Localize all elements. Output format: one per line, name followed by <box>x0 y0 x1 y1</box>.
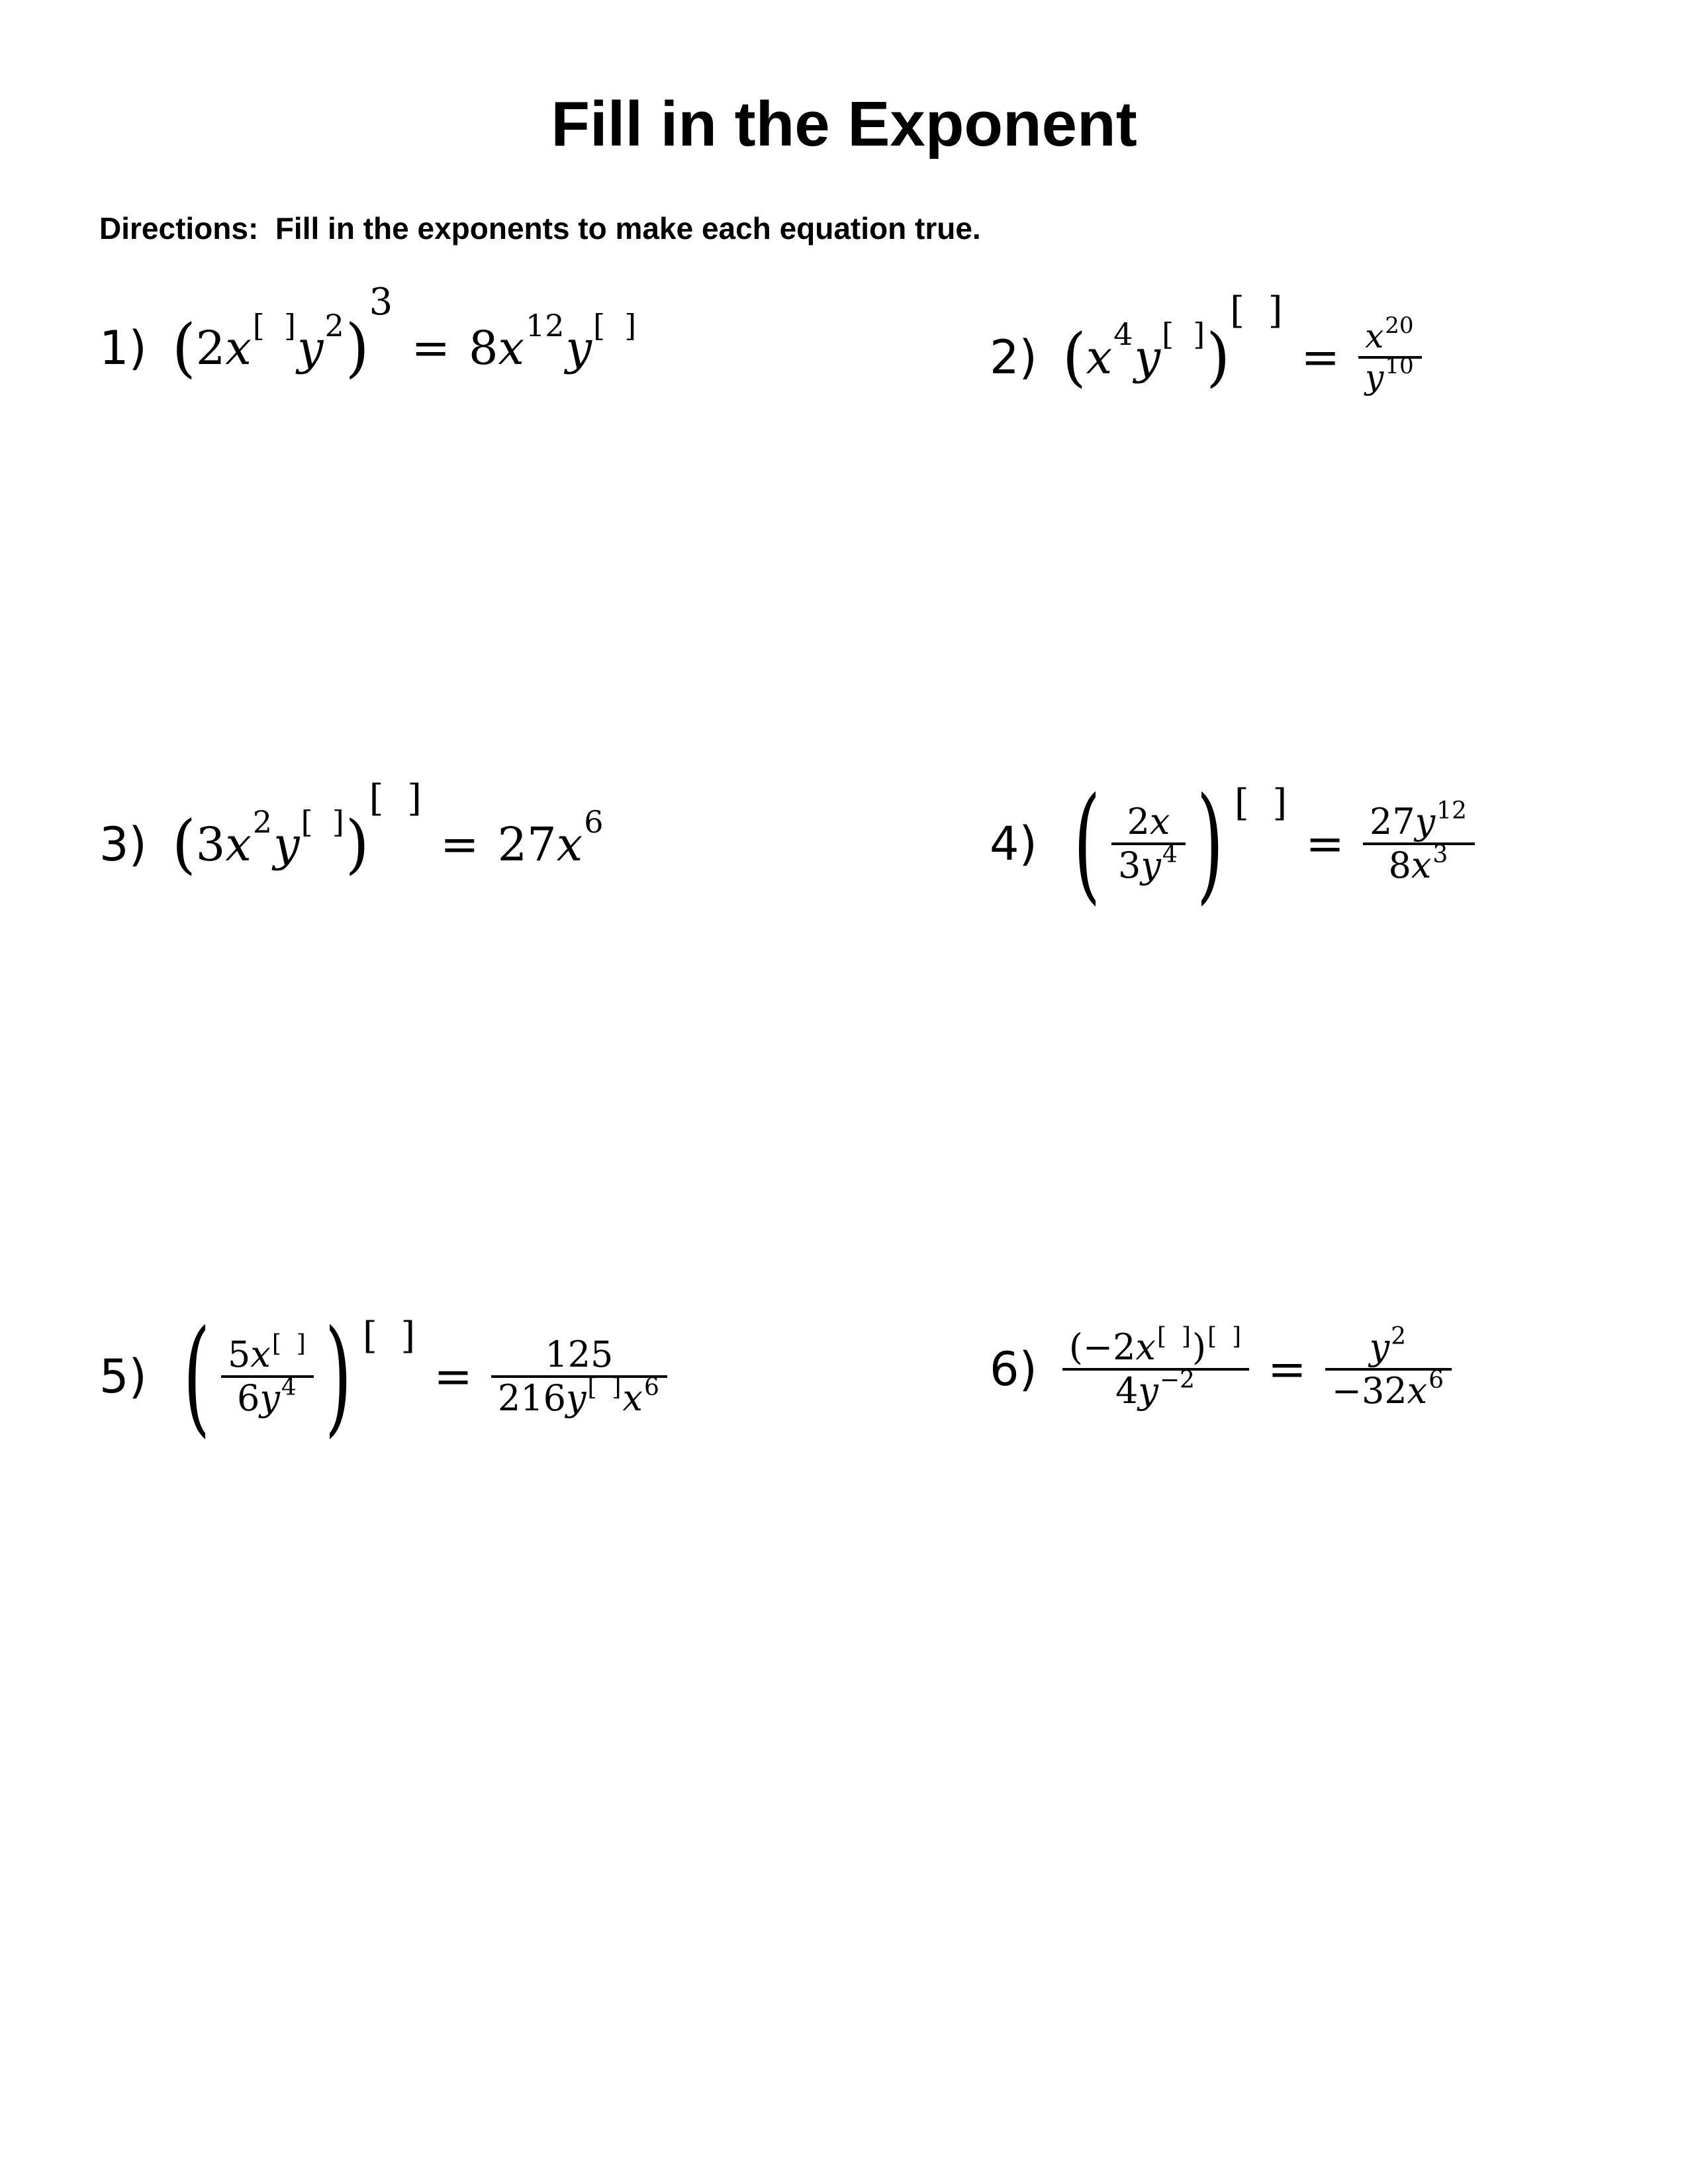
equation <box>1062 289 1422 396</box>
exponent-blank[interactable]: [ ] <box>271 1330 306 1357</box>
fraction <box>1062 1322 1249 1412</box>
denominator: $3y^4$ <box>1118 841 1178 886</box>
numerator: 2x <box>1127 800 1170 842</box>
variable: x <box>1086 330 1113 385</box>
variable: y <box>1134 330 1161 385</box>
problem-number: 5) <box>99 1349 147 1404</box>
variable: x <box>498 321 524 375</box>
problem-3 <box>99 776 604 882</box>
equals-sign: = <box>1268 1342 1307 1397</box>
fraction <box>221 1330 314 1419</box>
denominator: $8x^3$ <box>1388 841 1448 886</box>
open-paren: ( <box>171 807 196 882</box>
exponent: 4 <box>1113 316 1133 352</box>
problem-number: 3) <box>99 817 147 872</box>
fraction <box>491 1334 667 1419</box>
exponent-blank[interactable]: [ ] <box>252 307 296 343</box>
denominator: $6y^4$ <box>237 1373 297 1419</box>
problem-number: 2) <box>990 330 1037 385</box>
fraction <box>1325 1322 1452 1412</box>
coefficient: 8 <box>468 321 498 375</box>
equation <box>171 776 605 882</box>
equation <box>171 280 637 385</box>
page-title: Fill in the Exponent <box>551 89 1137 159</box>
exponent-blank[interactable]: [ ] <box>593 307 637 343</box>
exponent-blank[interactable]: [ ] <box>301 803 344 840</box>
variable: y <box>565 321 592 375</box>
exponent: 2 <box>324 307 344 343</box>
exponent-blank[interactable]: [ ] <box>1157 1322 1191 1350</box>
numerator: $y^2$ <box>1369 1322 1407 1368</box>
denominator: $y^{10}$ <box>1365 353 1414 396</box>
close-paren: ) <box>345 310 369 385</box>
denominator: $4y^{-2}$ <box>1115 1366 1195 1412</box>
numerator: 125 <box>545 1333 614 1375</box>
variable: y <box>297 321 324 375</box>
equals-sign: = <box>1301 330 1340 385</box>
outer-exponent-blank[interactable]: [ ] <box>362 1314 416 1357</box>
variable: x <box>225 321 252 375</box>
denominator: $-32x^6$ <box>1331 1366 1444 1412</box>
numerator: (−2x[ ])[ ] <box>1068 1322 1242 1368</box>
problem-2 <box>990 289 1422 396</box>
variable: x <box>225 817 252 872</box>
equals-sign: = <box>411 321 450 375</box>
variable: y <box>273 817 300 872</box>
equals-sign: = <box>440 817 479 872</box>
coefficient: 27 <box>497 817 557 872</box>
equals-sign: = <box>1305 817 1344 871</box>
equals-sign: = <box>434 1349 473 1404</box>
exponent: 2 <box>252 803 273 840</box>
problem-1 <box>99 280 637 385</box>
outer-exponent-blank[interactable]: [ ] <box>1230 289 1283 332</box>
open-paren: ( <box>183 1303 211 1449</box>
close-paren: ) <box>324 1303 352 1449</box>
open-paren: ( <box>171 310 196 385</box>
fraction <box>1111 801 1186 886</box>
fraction <box>1358 312 1422 396</box>
outer-exponent-blank[interactable]: [ ] <box>1207 1322 1242 1350</box>
exponent-blank[interactable]: [ ] <box>1162 316 1205 352</box>
problem-4 <box>990 770 1475 917</box>
outer-exponent: 3 <box>369 280 393 324</box>
close-paren: ) <box>1206 319 1231 394</box>
coefficient: 2 <box>195 321 226 375</box>
exponent: 6 <box>584 803 604 840</box>
directions-text: Directions: Fill in the exponents to make each equation true. <box>99 211 981 246</box>
exponent: 12 <box>526 307 565 343</box>
coefficient: 3 <box>195 817 226 872</box>
equation <box>1062 770 1475 917</box>
equation <box>172 1303 667 1449</box>
close-paren: ) <box>1196 770 1224 917</box>
exponent-blank[interactable]: [ ] <box>587 1373 622 1401</box>
numerator: $27y^{12}$ <box>1369 797 1467 842</box>
close-paren: ) <box>345 807 369 882</box>
outer-exponent-blank[interactable]: [ ] <box>369 776 422 820</box>
variable: x <box>556 817 583 872</box>
outer-exponent-blank[interactable]: [ ] <box>1234 781 1288 825</box>
equation <box>1062 1322 1452 1412</box>
problem-number: 6) <box>990 1342 1037 1397</box>
problem-5 <box>99 1303 667 1449</box>
fraction <box>1363 797 1475 886</box>
problem-number: 4) <box>990 817 1037 871</box>
numerator: $x^{20}$ <box>1365 312 1414 355</box>
numerator: 5x[ ] <box>228 1330 306 1375</box>
denominator: $216y[ ]x^6$ <box>497 1373 659 1419</box>
problem-6 <box>990 1322 1452 1412</box>
open-paren: ( <box>1073 770 1101 917</box>
open-paren: ( <box>1062 319 1086 394</box>
problem-number: 1) <box>99 321 147 375</box>
